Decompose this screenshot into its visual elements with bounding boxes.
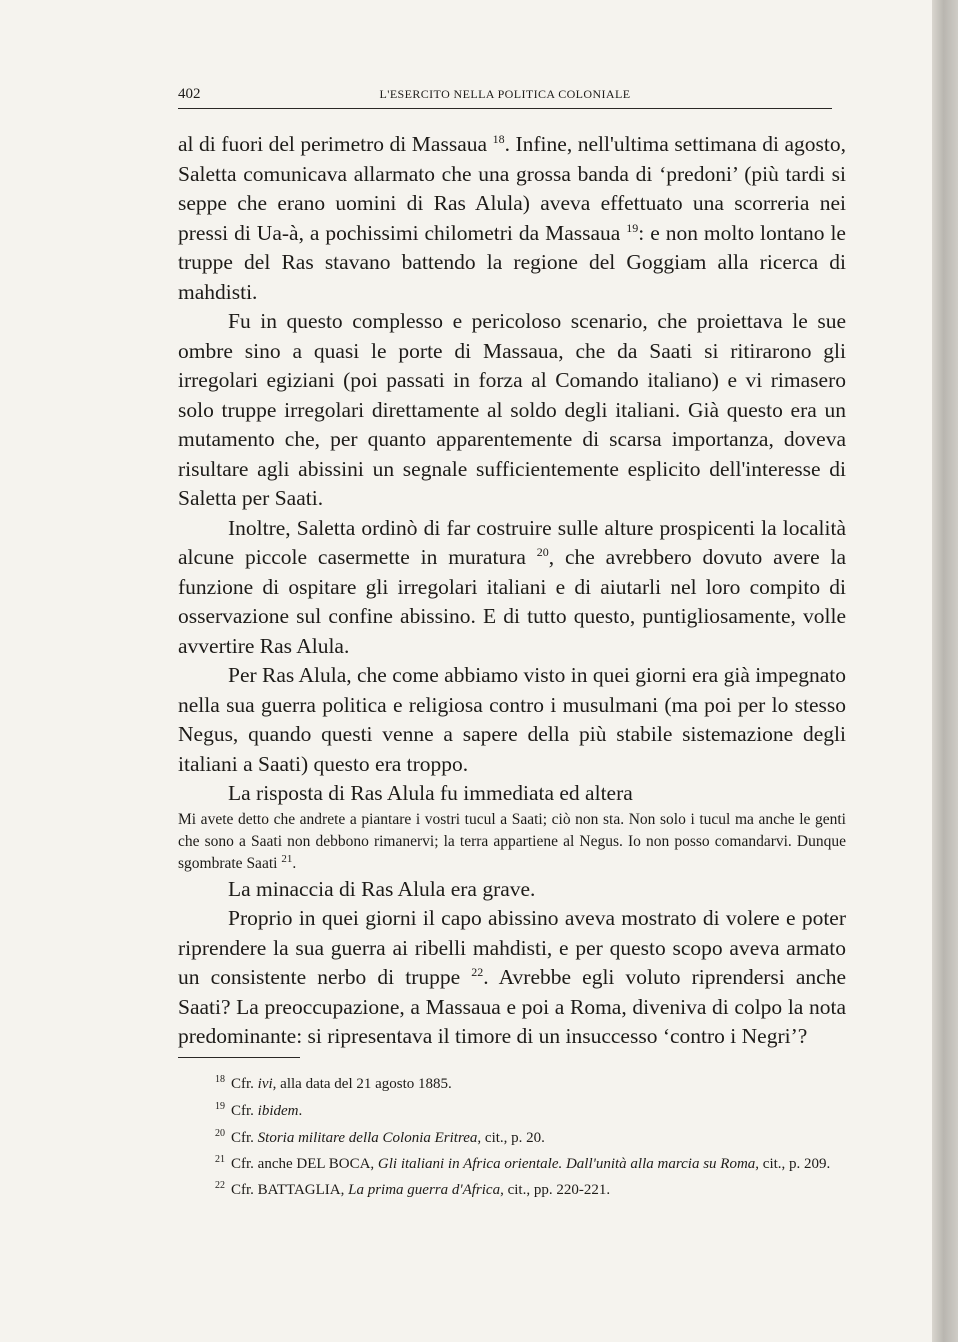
footnote-20: $^{20}$ Cfr. Storia militare della Colonia Eritrea, cit., p. 20. (215, 1128, 545, 1146)
page-gutter-shadow (932, 0, 958, 1342)
footnote-ref-18[interactable]: 18 (492, 132, 505, 146)
paragraph-3: Inoltre, Saletta ordinò di far costruire sulle alture prospicenti la località alcune piccole casermette in muratura $^{20}$, che avrebbero dovuto avere la funzione di ospitare gli irregolari italiani e di aiutarli nel loro compito di osservazione sul confine abissino. E di tutto questo, puntigliosamente, volle avvertire Ras Alula. (178, 515, 846, 658)
footnote-18: $^{18}$ Cfr. ivi, alla data del 21 agosto 1885. (215, 1074, 452, 1092)
page-header (178, 86, 832, 109)
paragraph-5: La risposta di Ras Alula fu immediata ed altera (228, 781, 633, 805)
footnote-22: $^{22}$ Cfr. BATTAGLIA, La prima guerra d'Africa, cit., pp. 220-221. (215, 1180, 611, 1198)
footnotes (215, 1072, 845, 1205)
body-text (178, 130, 846, 1052)
paragraph-4: Per Ras Alula, che come abbiamo visto in quei giorni era già impegnato nella sua guerra politica e religiosa contro i musulmani (ma poi per lo stesso Negus, quando questi venne a sapere della più stabile sistemazione degli italiani a Saati) questo era troppo. (178, 663, 846, 776)
footnote-ref-19[interactable]: 19 (626, 220, 639, 235)
paragraph-1: al di fuori del perimetro di Massaua $^{18}$. Infine, nell'ultima settimana di agosto, Saletta comunicava allarmato che una grossa banda di ‘predoni’ (più tardi si seppe che erano uomini di Ras Alula) aveva effettuato una scorreria nei pressi di Ua-à, a pochissimi chilometri da Massaua $^{19}$: e non molto lontano le truppe del Ras stavano battendo la regione del Goggiam alla ricerca di mahdisti. (178, 132, 847, 304)
footnote-divider (178, 1057, 300, 1058)
block-quote: Mi avete detto che andrete a piantare i vostri tucul a Saati; ciò non sta. Non solo i tucul ma anche le genti che sono a Saati non debbono rimanervi; la terra appartiene al Negus. Io non posso comandarvi. Dunque sgombrate Saati $^{21}$. (178, 810, 846, 872)
running-title: L'ESERCITO NELLA POLITICA COLONIALE (379, 87, 631, 101)
paragraph-7: Proprio in quei giorni il capo abissino aveva mostrato di volere e poter riprendere la sua guerra ai ribelli mahdisti, e per questo scopo aveva armato un consistente nerbo di truppe $^{22}$. Avrebbe egli voluto riprendersi anche Saati? La preoccupazione, a Massaua e poi a Roma, diveniva di colpo la nota predominante: si ripresentava il timore di un insuccesso ‘contro i Negri’? (178, 906, 847, 1048)
footnote-ref-20[interactable]: 20 (536, 545, 549, 559)
page-number: 402 (178, 86, 201, 102)
footnote-ref-21[interactable]: 21 (281, 852, 293, 865)
footnote-21: $^{21}$ Cfr. anche DEL BOCA, Gli italiani in Africa orientale. Dall'unità alla marcia su Roma, cit., p. 209. (215, 1154, 831, 1172)
footnote-ref-22[interactable]: 22 (471, 965, 484, 979)
paragraph-2: Fu in questo complesso e pericoloso scenario, che proiettava le sue ombre sino a quasi le porte di Massaua, che da Saati si ritirarono gli irregolari egiziani (poi passati in forza al Comando italiano) e vi rimasero solo truppe irregolari direttamente al soldo degli italiani. Già questo era un mutamento che, per quanto apparentemente di scarsa importanza, doveva risultare agli abissini un segnale sufficientemente esplicito dell'interesse di Saletta per Saati. (178, 309, 846, 510)
paragraph-6: La minaccia di Ras Alula era grave. (228, 876, 536, 901)
footnote-19: $^{19}$ Cfr. ibidem. (215, 1101, 303, 1119)
